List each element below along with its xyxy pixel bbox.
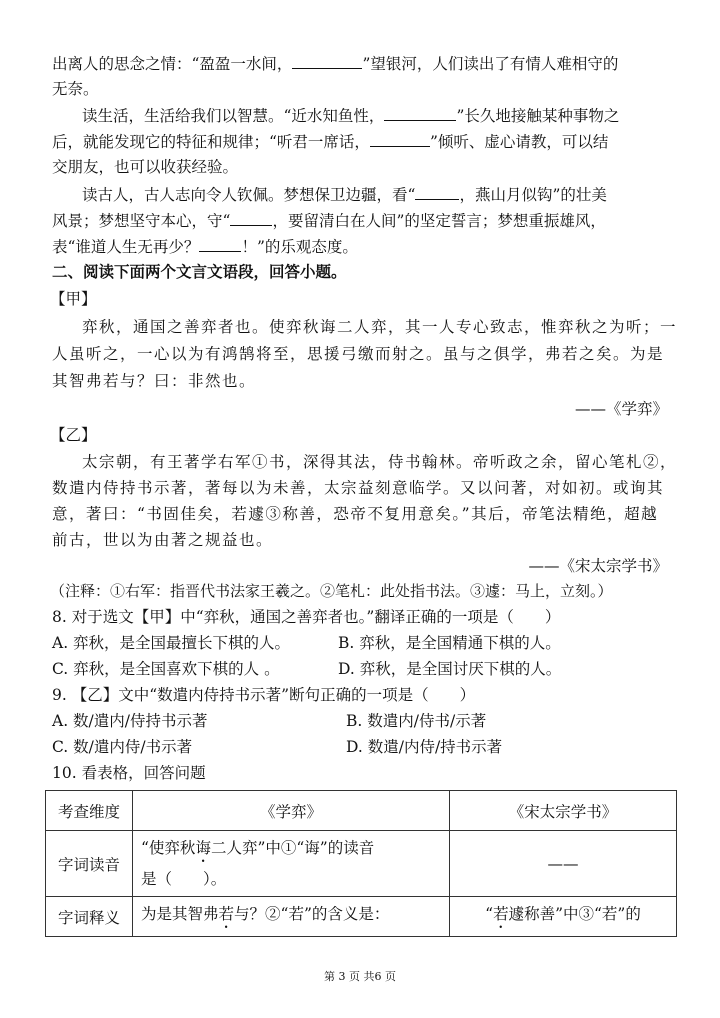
text-fragment: 表“谁道人生无再少？	[52, 238, 200, 256]
fill-blank	[370, 130, 430, 147]
passage-source: ——《学弈》	[574, 400, 668, 418]
table-cell	[133, 831, 450, 897]
cell-text: “使弈秋	[141, 839, 196, 857]
cell-text: 遽称善”中③“若”的	[508, 904, 641, 923]
passage-source: ——《宋太宗学书》	[528, 557, 668, 575]
emphasized-char: 若	[493, 904, 509, 923]
question-10-stem: 10. 看表格，回答问题	[52, 764, 206, 782]
text-fragment: ！”的乐观态度。	[241, 238, 358, 256]
option-b: B. 数遣内/侍书/示著	[346, 712, 487, 730]
table-header-row	[46, 791, 677, 831]
passage-jia-line: 人虽听之，一心以为有鸿鹄将至，思援弓缴而射之。虽与之俱学，弗若之矣。为是	[52, 345, 665, 363]
text-line	[52, 235, 668, 258]
text-fragment: ”倾听、虚心请教，可以结	[429, 133, 609, 151]
passage-label-jia: 【甲】	[50, 290, 97, 308]
passage-yi-line: 数遣内侍持书示著，著每以为未善，太宗益刻意临学。又以问著，对如初。或询其	[52, 479, 665, 497]
text-fragment: 风景；梦想坚守本心，守“	[52, 212, 231, 230]
table-cell-label: 字词读音	[46, 831, 133, 897]
option-d: D. 数遣/内侍/持书示著	[346, 738, 503, 756]
option-b: B. 弈秋，是全国精通下棋的人。	[338, 634, 561, 652]
text-fragment: 后，就能发现它的特征和规律；“听君一席话，	[52, 133, 370, 151]
option-c: C. 数/遣内侍/书示著	[52, 738, 193, 756]
cell-text: “	[485, 904, 494, 923]
table-cell-label: 字词释义	[46, 897, 133, 937]
text-line: 交朋友，也可以收获经验。	[52, 158, 239, 176]
text-fragment: ”长久地接触某种事物之	[456, 107, 620, 125]
table-row	[46, 831, 677, 897]
fill-blank	[199, 235, 241, 252]
table-header-cell: 《宋太宗学书》	[450, 791, 677, 831]
text-line: 无奈。	[52, 80, 99, 98]
section-heading: 二、阅读下面两个文言文语段，回答小题。	[52, 262, 347, 281]
text-line	[82, 104, 668, 127]
passage-jia-line: 弈秋，通国之善弈者也。使弈秋诲二人弈，其一人专心致志，惟弈秋之为听；一	[82, 318, 678, 336]
table-header-cell: 《学弈》	[133, 791, 450, 831]
fill-blank	[230, 209, 272, 226]
table-row	[46, 897, 677, 937]
text-fragment: 读生活，生活给我们以智慧。“近水知鱼性，	[82, 107, 385, 125]
fill-blank	[292, 52, 362, 69]
passage-yi-line: 前古，世以为由著之规益也。	[52, 531, 274, 549]
question-9-stem: 9. 【乙】文中“数遣内侍持书示著”断句正确的一项是（ ）	[52, 686, 476, 704]
table-cell	[450, 897, 677, 937]
text-fragment: ，要留清白在人间”的坚定誓言；梦想重振雄风，	[272, 212, 606, 230]
table-cell: ——	[450, 831, 677, 897]
cell-text: 与？②“若”的含义是：	[234, 904, 390, 923]
comparison-table	[45, 790, 677, 937]
table-header-cell: 考查维度	[46, 791, 133, 831]
text-line	[82, 183, 668, 206]
text-line	[52, 130, 668, 153]
option-c: C. 弈秋，是全国喜欢下棋的人 。	[52, 660, 280, 678]
passage-jia-line: 其智弗若与？曰：非然也。	[52, 372, 257, 390]
table-cell	[133, 897, 450, 937]
text-line	[52, 209, 668, 232]
cell-text: 二人弈”中①“诲”的读音	[210, 839, 375, 857]
cell-text: 是（ ）。	[141, 870, 227, 888]
option-a: A. 数/遣内/侍持书示著	[52, 712, 208, 730]
fill-blank	[384, 104, 456, 121]
passage-label-yi: 【乙】	[50, 426, 97, 444]
text-line	[52, 52, 668, 75]
passage-yi-line: 意，著曰：“书固佳矣，若遽③称善，恐帝不复用意矣。”其后，帝笔法精绝，超越	[52, 505, 659, 523]
page-footer: 第 3 页 共6 页	[324, 970, 396, 983]
annotation-note: （注释：①右军：指晋代书法家王羲之。②笔札：此处指书法。③遽：马上，立刻。）	[50, 582, 613, 600]
text-fragment: 读古人，古人志向令人钦佩。梦想保卫边疆，看“	[82, 186, 416, 204]
cell-text: 为是其智弗	[141, 904, 219, 923]
option-a: A. 弈秋，是全国最擅长下棋的人。	[52, 634, 291, 652]
text-fragment: 出离人的思念之情：“盈盈一水间，	[52, 55, 293, 73]
text-fragment: ”望银河，人们读出了有情人难相守的	[362, 55, 619, 73]
fill-blank	[415, 183, 459, 200]
emphasized-char: 诲	[195, 839, 211, 857]
question-8-stem: 8. 对于选文【甲】中“弈秋，通国之善弈者也。”翻译正确的一项是（ ）	[52, 608, 561, 626]
text-fragment: ，燕山月似钩”的壮美	[459, 186, 607, 204]
emphasized-char: 若	[218, 904, 235, 923]
option-d: D. 弈秋，是全国讨厌下棋的人。	[338, 660, 562, 678]
passage-yi-line: 太宗朝，有王著学右军①书，深得其法，侍书翰林。帝听政之余，留心笔札②，	[82, 453, 678, 471]
